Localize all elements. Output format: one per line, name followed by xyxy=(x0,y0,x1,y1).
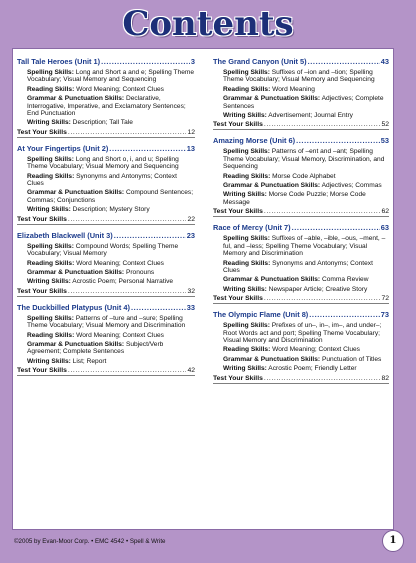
test-your-skills-line xyxy=(213,374,389,384)
skill-label: Spelling Skills: xyxy=(223,69,270,76)
skill-text: Newspaper Article; Creative Story xyxy=(266,285,368,293)
skill-line xyxy=(223,365,389,372)
page-number: 1 xyxy=(382,530,404,552)
dot-leader xyxy=(68,287,187,296)
skill-text: Synonyms and Antonyms; Context Clues xyxy=(223,259,373,274)
test-page: 82 xyxy=(381,374,389,382)
skill-line xyxy=(27,269,195,276)
skill-label: Reading Skills: xyxy=(27,172,75,180)
dot-leader xyxy=(309,310,379,320)
unit-entry xyxy=(17,303,195,376)
skill-line xyxy=(223,356,389,363)
skill-line xyxy=(27,189,195,204)
skill-label: Reading Skills: xyxy=(223,259,271,267)
unit-entry xyxy=(213,310,389,383)
unit-title: Amazing Morse (Unit 6) xyxy=(213,136,296,146)
skill-line xyxy=(223,173,389,180)
skill-text: Adjectives; Complete Sentences xyxy=(223,95,384,110)
skill-text: Comma Review xyxy=(320,276,369,284)
unit-heading xyxy=(17,231,195,241)
contents-panel xyxy=(12,48,394,530)
skill-line xyxy=(223,322,389,344)
unit-page: 63 xyxy=(380,223,389,233)
skill-text: Subject/Verb Agreement; Complete Sentences xyxy=(27,340,164,356)
skill-line xyxy=(223,182,389,189)
skill-label: Spelling Skills: xyxy=(223,235,270,243)
skill-line xyxy=(27,341,195,356)
skill-label: Reading Skills: xyxy=(223,85,271,93)
dot-leader xyxy=(308,57,380,67)
skill-label: Grammar & Punctuation Skills: xyxy=(223,355,321,363)
skill-text: Prefixes of un–, in–, im–, and under–; Root Words act and port; Spelling Theme Vocabulary; Visual Memory and Discrimination xyxy=(223,322,382,344)
unit-entry xyxy=(213,136,389,217)
skill-line xyxy=(27,95,195,117)
skill-label: Writing Skills: xyxy=(27,119,71,127)
skill-label: Grammar & Punctuation Skills: xyxy=(27,189,125,197)
unit-page: 73 xyxy=(380,310,389,320)
unit-title: Tall Tale Heroes (Unit 1) xyxy=(17,57,101,66)
unit-title: The Olympic Flame (Unit 8) xyxy=(213,310,309,320)
skill-line xyxy=(27,332,195,339)
skill-label: Grammar & Punctuation Skills: xyxy=(223,95,321,103)
test-label: Test Your Skills xyxy=(17,128,67,136)
skill-line xyxy=(27,119,195,126)
unit-heading xyxy=(213,57,389,67)
test-label: Test Your Skills xyxy=(17,215,67,223)
test-label: Test Your Skills xyxy=(213,295,263,303)
skill-text: Description; Mystery Story xyxy=(70,206,150,214)
skill-label: Spelling Skills: xyxy=(27,69,74,76)
skill-line xyxy=(223,276,389,283)
skill-line xyxy=(223,148,389,170)
skill-label: Grammar & Punctuation Skills: xyxy=(27,268,125,276)
skill-line xyxy=(27,315,195,330)
skill-text: Punctuation of Titles xyxy=(320,355,382,363)
unit-entry xyxy=(17,231,195,297)
unit-heading xyxy=(17,303,195,313)
test-your-skills-line xyxy=(17,128,195,138)
test-your-skills-line xyxy=(213,207,389,217)
skill-line xyxy=(27,278,195,285)
skill-line xyxy=(223,260,389,275)
skill-label: Writing Skills: xyxy=(223,112,267,120)
unit-title: The Grand Canyon (Unit 5) xyxy=(213,57,307,66)
dot-leader xyxy=(131,303,186,313)
skill-line xyxy=(27,173,195,188)
skill-text: Suffixes of –able, –ible, –ous, –ment, –ful, and –less; Spelling Theme Vocabulary; Visual Memory and Discrimination xyxy=(223,235,386,258)
unit-title: Elizabeth Blackwell (Unit 3) xyxy=(17,230,113,240)
skill-line xyxy=(223,95,389,110)
skill-text: List; Report xyxy=(70,357,107,365)
test-page: 32 xyxy=(187,287,195,295)
skill-label: Writing Skills: xyxy=(223,285,267,293)
skill-label: Reading Skills: xyxy=(223,172,271,180)
skill-label: Spelling Skills: xyxy=(223,148,270,156)
unit-entry xyxy=(17,144,195,225)
test-label: Test Your Skills xyxy=(17,367,67,375)
skill-text: Description; Tall Tale xyxy=(70,119,133,127)
skill-text: Suffixes of –ion and –tion; Spelling Theme Vocabulary; Visual Memory and Sequencing xyxy=(223,69,375,84)
skill-line xyxy=(27,69,195,84)
unit-page: 33 xyxy=(186,302,195,312)
skill-text: Word Meaning; Context Clues xyxy=(74,259,164,267)
skill-line xyxy=(223,346,389,353)
skill-line xyxy=(27,156,195,171)
skill-line xyxy=(27,260,195,267)
skill-text: Word Meaning; Context Clues xyxy=(74,85,164,93)
skill-line xyxy=(27,358,195,365)
unit-page: 3 xyxy=(190,57,195,66)
dot-leader xyxy=(264,294,381,303)
dot-leader xyxy=(264,120,381,129)
skill-label: Grammar & Punctuation Skills: xyxy=(27,340,125,348)
test-label: Test Your Skills xyxy=(213,121,263,129)
unit-entry xyxy=(17,57,195,138)
test-label: Test Your Skills xyxy=(17,287,67,295)
skill-label: Spelling Skills: xyxy=(27,314,74,322)
unit-page: 23 xyxy=(186,230,195,240)
test-label: Test Your Skills xyxy=(213,208,263,216)
dot-leader xyxy=(264,207,381,216)
skill-label: Reading Skills: xyxy=(27,85,75,93)
skill-label: Writing Skills: xyxy=(223,365,267,373)
skill-label: Grammar & Punctuation Skills: xyxy=(223,276,321,284)
unit-title: The Duckbilled Platypus (Unit 4) xyxy=(17,302,130,312)
dot-leader xyxy=(101,57,190,67)
skill-text: Compound Sentences; Commas; Conjunctions xyxy=(27,189,194,204)
test-your-skills-line xyxy=(17,287,195,297)
right-column xyxy=(213,57,389,390)
skill-line xyxy=(223,191,389,206)
unit-title: Race of Mercy (Unit 7) xyxy=(213,223,291,233)
dot-leader xyxy=(109,144,185,154)
skill-text: Compound Words; Spelling Theme Vocabulary; Visual Memory xyxy=(27,242,179,258)
skill-label: Writing Skills: xyxy=(27,357,71,365)
left-column xyxy=(17,57,195,382)
unit-heading xyxy=(17,57,195,67)
dot-leader xyxy=(68,366,187,375)
unit-page: 53 xyxy=(380,136,389,146)
skill-text: Patterns of –ent and –ant; Spelling Theme Vocabulary; Visual Memory, Discrimination, and Sequencing xyxy=(223,148,385,171)
skill-line xyxy=(223,112,389,119)
dot-leader xyxy=(68,215,187,224)
skill-label: Reading Skills: xyxy=(27,259,75,267)
skill-text: Acrostic Poem; Friendly Letter xyxy=(266,365,357,373)
skill-line xyxy=(223,235,389,257)
skill-label: Spelling Skills: xyxy=(223,322,270,330)
test-your-skills-line xyxy=(17,366,195,376)
test-label: Test Your Skills xyxy=(213,374,263,382)
skill-line xyxy=(223,86,389,93)
skill-text: Adjectives; Commas xyxy=(320,182,382,190)
unit-heading xyxy=(213,136,389,146)
dot-leader xyxy=(68,128,187,137)
skill-text: Advertisement; Journal Entry xyxy=(266,112,353,120)
skill-text: Patterns of –ture and –sure; Spelling Theme Vocabulary; Visual Memory and Discrimination xyxy=(27,314,186,330)
skill-label: Grammar & Punctuation Skills: xyxy=(27,95,125,103)
skill-line xyxy=(27,86,195,93)
test-your-skills-line xyxy=(17,215,195,225)
skill-label: Spelling Skills: xyxy=(27,155,74,163)
unit-heading xyxy=(213,223,389,233)
unit-entry xyxy=(213,223,389,304)
skill-label: Spelling Skills: xyxy=(27,242,74,250)
skill-text: Morse Code Alphabet xyxy=(270,172,336,180)
dot-leader xyxy=(114,231,186,241)
skill-line xyxy=(223,286,389,293)
skill-line xyxy=(27,206,195,213)
title-area xyxy=(0,4,416,50)
skill-text: Word Meaning; Context Clues xyxy=(270,346,360,354)
skill-line xyxy=(27,243,195,258)
unit-title: At Your Fingertips (Unit 2) xyxy=(17,143,109,153)
skill-label: Writing Skills: xyxy=(27,278,71,286)
dot-leader xyxy=(264,374,381,383)
skill-text: Long and Short o, i, and u; Spelling Theme Vocabulary; Visual Memory and Sequencing xyxy=(27,155,179,171)
skill-text: Acrostic Poem; Personal Narrative xyxy=(70,278,174,286)
skill-text: Long and Short a and e; Spelling Theme Vocabulary; Visual Memory and Sequencing xyxy=(27,69,195,84)
test-page: 72 xyxy=(381,295,389,303)
skill-label: Grammar & Punctuation Skills: xyxy=(223,182,321,190)
skill-label: Reading Skills: xyxy=(27,331,75,339)
skill-label: Writing Skills: xyxy=(27,206,71,214)
unit-entry xyxy=(213,57,389,130)
test-page: 42 xyxy=(187,367,195,375)
unit-heading xyxy=(213,310,389,320)
skill-label: Writing Skills: xyxy=(223,191,267,199)
test-your-skills-line xyxy=(213,120,389,130)
test-page: 62 xyxy=(381,208,389,216)
skill-text: Word Meaning xyxy=(270,85,315,93)
skill-text: Pronouns xyxy=(124,268,155,276)
skill-line xyxy=(223,69,389,84)
test-page: 22 xyxy=(187,215,195,223)
dot-leader xyxy=(292,223,380,233)
skill-text: Declarative, Interrogative, Imperative, and Exclamatory Sentences; End Punctuation xyxy=(27,95,186,118)
page-title: Contents xyxy=(122,4,294,44)
test-your-skills-line xyxy=(213,294,389,304)
skill-text: Morse Code Puzzle; Morse Code Message xyxy=(223,191,366,206)
unit-heading xyxy=(17,144,195,154)
skill-text: Word Meaning; Context Clues xyxy=(74,331,164,339)
dot-leader xyxy=(296,136,380,146)
unit-page: 13 xyxy=(186,143,195,153)
test-page: 52 xyxy=(381,121,389,129)
skill-label: Reading Skills: xyxy=(223,346,271,354)
unit-page: 43 xyxy=(380,57,389,66)
test-page: 12 xyxy=(187,128,195,136)
footer-copyright: ©2005 by Evan-Moor Corp. • EMC 4542 • Spell & Write xyxy=(14,538,166,545)
skill-text: Synonyms and Antonyms; Context Clues xyxy=(27,172,177,188)
